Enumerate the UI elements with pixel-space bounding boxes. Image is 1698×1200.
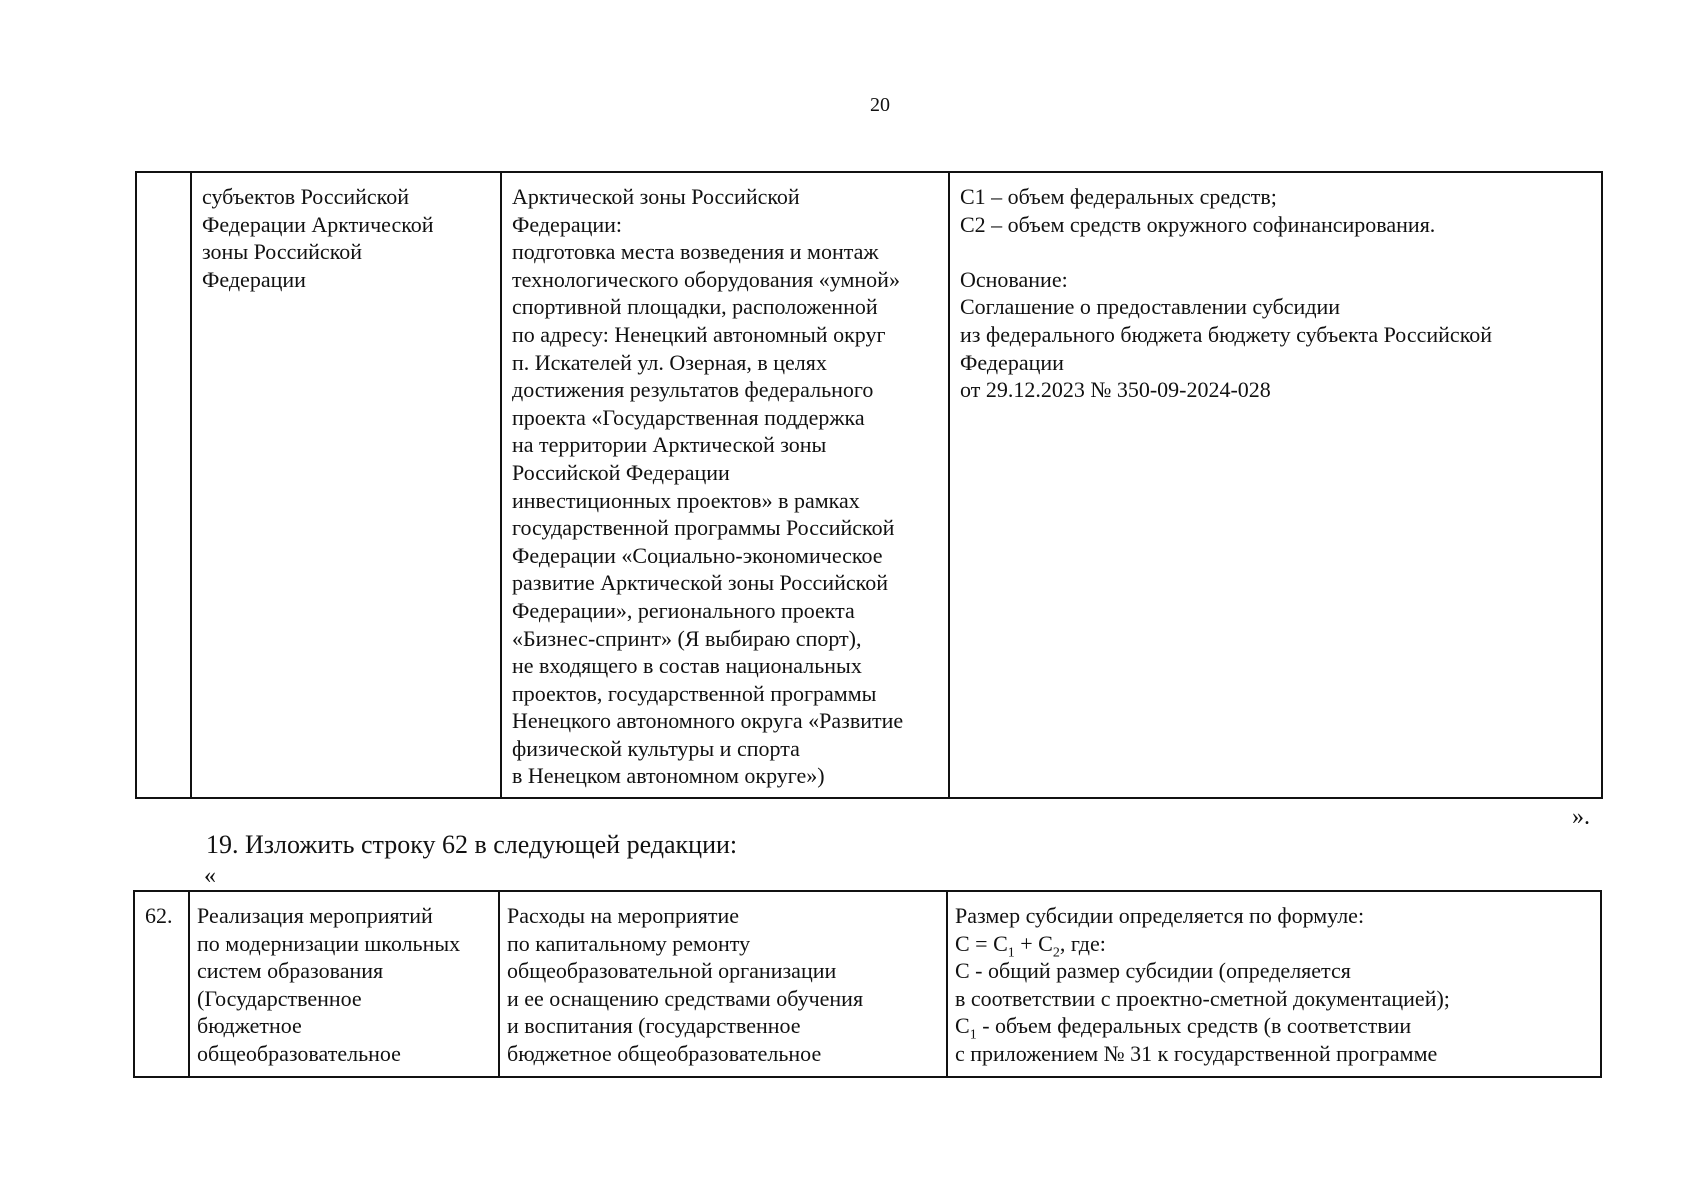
table-continued-row (135, 171, 1603, 799)
opening-quote: « (204, 863, 216, 889)
expense-description-cell (499, 891, 947, 1077)
event-name-cell (189, 891, 499, 1077)
formula-subscript: 1 (1007, 944, 1015, 960)
formula (955, 930, 1600, 958)
row-number: 62. (145, 903, 173, 928)
formula-part: - объем федеральных средств (в соответствии (976, 1013, 1412, 1039)
subsidy-formula-cell (947, 891, 1601, 1077)
table-row-62 (133, 890, 1602, 1078)
formula-subscript: 1 (969, 1027, 977, 1043)
formula-term-c: С - общий размер субсидии (определяется (955, 958, 1351, 984)
amendment-instruction: 19. Изложить строку 62 в следующей редакции: (206, 830, 738, 859)
event-name-text: субъектов Российской Федерации Арктической зоны Российской Федерации (202, 184, 434, 292)
subsidy-basis-text: С1 – объем федеральных средств; С2 – объем средств окружного софинансирования. Основание: Соглашение о предоставлении субсидии из федерального бюджета бюджету субъекта Российской Федерации от 29.12.2023 № 350-09-2024-028 (960, 184, 1493, 403)
event-name-text: Реализация мероприятий по модернизации школьных систем образования (Государственное бюджетное общеобразовательное (197, 903, 461, 1066)
formula-term-c1 (955, 1012, 1600, 1043)
expense-description-text: Расходы на мероприятие по капитальному ремонту общеобразовательной организации и ее оснащению средствами обучения и воспитания (государственное бюджетное общеобразовательное (507, 903, 864, 1066)
formula-part: С (955, 1013, 970, 1039)
formula-subscript: 2 (1052, 944, 1060, 960)
table-row (136, 172, 1602, 798)
formula-term-c-cont: в соответствии с проектно-сметной документацией); (955, 985, 1450, 1011)
closing-quote: ». (1572, 804, 1590, 830)
page-number: 20 (870, 94, 890, 116)
event-name-cell (191, 172, 501, 798)
table-row (134, 891, 1601, 1077)
expense-description-text: Арктической зоны Российской Федерации: подготовка места возведения и монтаж технологического оборудования «умной» спортивной площадки, расположенной по адресу: Ненецкий автономный округ п. Искателей ул. Озерная, в целях достижения результатов федерального проекта «Государственная поддержка на территории Арктической зоны Российской Федерации инвестиционных проектов» в рамках государственной программы Российской Федерации «Социально-экономическое развитие Арктической зоны Российской Федерации», регионального проекта «Бизнес-спринт» (Я выбираю спорт), не входящего в состав национальных проектов, государственной программы Ненецкого автономного округа «Развитие физической культуры и спорта в Ненецком автономном округе») (512, 184, 904, 789)
formula-part: , где: (1059, 930, 1106, 956)
formula-term-c1-cont: с приложением № 31 к государственной программе (955, 1040, 1438, 1066)
formula-part: С = С (955, 930, 1008, 956)
formula-intro: Размер субсидии определяется по формуле: (955, 903, 1365, 928)
row-number-cell (134, 891, 189, 1077)
expense-description-cell (501, 172, 949, 798)
formula-part: + С (1014, 930, 1053, 956)
row-number-cell (136, 172, 191, 798)
subsidy-formula-cell (949, 172, 1602, 798)
